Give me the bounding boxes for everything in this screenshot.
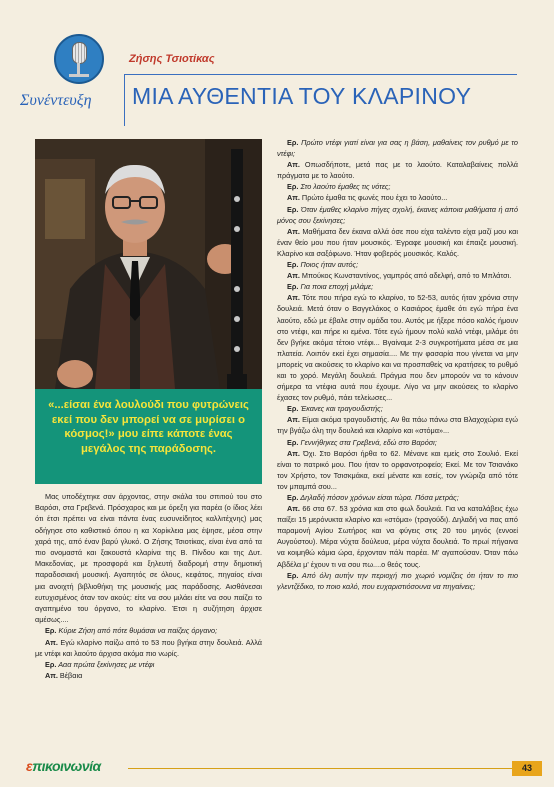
- speaker-label: Ερ.: [287, 437, 299, 447]
- dialog-text: Πρώτο έμαθα τις φωνές που έχει το λαούτο...: [301, 193, 448, 203]
- dialog-text: Από όλη αυτήν την περιοχή πιο χωριό νομίζεις ότι ήταν το πιο γλεντζέδικο, το ποιο καλό, που ευχαριστιόσουνα να πηγαίνεις;: [277, 570, 518, 591]
- answer: [35, 670, 262, 681]
- answer: [277, 192, 518, 203]
- article-title: ΜΙΑ ΑΥΘΕΝΤΙΑ ΤΟΥ ΚΛΑΡΙΝΟΥ: [132, 83, 472, 109]
- answer: [277, 448, 518, 492]
- speaker-label: Απ.: [287, 415, 300, 425]
- speaker-label: Απ.: [287, 448, 300, 458]
- speaker-label: Ερ.: [287, 493, 299, 502]
- dialog-text: Στο λαούτο έμαθες τις νότες;: [300, 182, 391, 192]
- title-rule-vertical: [124, 74, 125, 126]
- dialog-text: Εγώ κλαρίνο παίζω από το 53 που βγήκα στην δουλειά. Αλλά με ντέφι και λαούτο άρχισα ακόμα πιο νωρίς.: [35, 637, 262, 658]
- magazine-brand-logo: επικοινωνία: [26, 758, 101, 774]
- speaker-label: Ερ.: [287, 204, 299, 214]
- speaker-label: Ερ.: [287, 570, 299, 580]
- question: [277, 492, 518, 503]
- speaker-label: Ερ.: [287, 138, 299, 147]
- question: [277, 281, 518, 292]
- speaker-label: Ερ.: [287, 404, 299, 414]
- dialog-text: Πρώτο ντέφι γιατί είναι για σας η βάση, μαθαίνεις τον ρυθμό με το ντέφι;: [277, 138, 518, 159]
- speaker-label: Απ.: [287, 271, 300, 281]
- speaker-label: Απ.: [287, 226, 300, 236]
- dialog-text: Μπούκος Κωνσταντίνος, γαμπρός από αδελφή, από το Μπλάτσι.: [301, 271, 512, 281]
- answer: [277, 270, 518, 281]
- right-column: [277, 137, 518, 592]
- dialog-text: Γεννήθηκες στα Γρεβενά, εδώ στο Βαρόσι;: [300, 437, 437, 447]
- dialog-text: Κύριε Ζήση από πότε θυμάσαι να παίζεις όργανο;: [58, 626, 218, 636]
- speaker-label: Απ.: [287, 293, 300, 303]
- speaker-label: Ερ.: [287, 260, 299, 270]
- dialog-text: Ααα πρώτα ξεκίνησες με ντέφι: [58, 660, 155, 670]
- speaker-label: Απ.: [287, 160, 300, 170]
- dialog-text: 66 στα 67. 53 χρόνια και στο φωλ δουλειά. Για να καταλάβεις έχω παίξει 15 μερόνυκτα κλαρίνο και «στόμα» (τραγούδι). Δηλαδή να πας από παραμονή Αγίου Σωτήρος και να φύγεις στις 20 του μηνός (εννοεί Αυγούστου). Μέρα νύχτα δούλευα, μέρα νύχτα δουλειά. Το πρωί πήγαινα να κοιμηθώ κάμια ώρα, έρχονταν πάλι παρέα. Μ' αγαπούσαν. Όταν πάω Αβδέλα μ' έχουν τι να σου πω....ο θεός τους.: [277, 504, 518, 569]
- question: [277, 259, 518, 270]
- speaker-label: Ερ.: [45, 660, 57, 670]
- author-name: Ζήσης Τσιοτίκας: [129, 53, 215, 65]
- question: [277, 137, 518, 159]
- speaker-label: Ερ.: [287, 282, 299, 292]
- footer-rule: [128, 768, 512, 769]
- section-label: Συνέντευξη: [20, 92, 92, 109]
- question: [277, 204, 518, 226]
- answer: [277, 292, 518, 403]
- question: [35, 625, 262, 636]
- dialog-text: Για ποια εποχή μιλάμε;: [300, 282, 374, 292]
- question: [277, 437, 518, 448]
- dialog-text: Οπωσδήποτε, μετά πας με το λαούτο. Καταλαβαίνεις πολλά πράγματα με το λαούτο.: [277, 160, 518, 181]
- dialog-text: Βέβαια: [59, 671, 83, 681]
- dialog-text: Ποιος ήταν αυτός;: [300, 260, 359, 270]
- speaker-label: Απ.: [287, 193, 300, 203]
- speaker-label: Απ.: [45, 671, 58, 681]
- speaker-label: Ερ.: [45, 626, 57, 636]
- dialog-text: Δηλαδή πόσον χρόνων είσαι τώρα. Πόσα μετράς;: [300, 493, 459, 502]
- title-rule: [124, 74, 517, 75]
- page-number: 43: [512, 761, 542, 776]
- interviewee-photo: [35, 139, 262, 389]
- speaker-label: Απ.: [287, 504, 300, 514]
- answer: [277, 414, 518, 436]
- dialog-text: Έκανες και τραγουδιστής;: [300, 404, 383, 414]
- answer: [277, 226, 518, 259]
- speaker-label: Απ.: [45, 637, 58, 647]
- answer: [35, 637, 262, 659]
- microphone-icon: [54, 34, 104, 84]
- question: [277, 181, 518, 192]
- dialog-text: Είμαι ακόμα τραγουδιστής. Αν θα πάω πάνω στα Βλαχοχώρια εγώ την βγάζω όλη την δουλειά και κλαρίνο και «στόμα»...: [277, 415, 519, 436]
- answer: [277, 503, 518, 570]
- dialog-text: Όταν έμαθες κλαρίνο πήγες σχολή, έκανες κάποια μαθήματα ή από μόνος σου ξεκίνησες;: [277, 204, 519, 225]
- pull-quote: «...είσαι ένα λουλούδι που φυτρώνεις εκεί που δεν μπορεί να σε μυρίσει ο κόσμος!» μου είπε κάποτε ένας μεγάλος της παράδοσης.: [48, 399, 249, 455]
- question: [277, 403, 518, 414]
- speaker-label: Ερ.: [287, 182, 299, 192]
- dialog-text: Τότε που πήρα εγώ το κλαρίνο, το 52-53, αυτός ήταν χρόνια στην δουλειά. Μετά όταν ο Βαγγελάκος ο Κασιάρος έμαθε ότι εγώ πήρα ένα λαούτο, εδώ με έβαλε στην ομάδα του. Αυτός με ήξερε πόσο καλός ήμουν στο ντέφι, και πήρε κι εμένα. Τότε εγώ ήμουν πολύ καλό ντέφι, μιλάμε ότι δεν βγήκε ακόμα τέτοιο ντέφι... Βγαίναμε 2-3 συγκροτήματα μέσα σε μια πλατεία. Λοιπόν εκεί έχει σημασία.... Με την φασαρία που γίνεται να μην μπορείς να ακούσεις το κλαρίνο και να προσπαθείς να κρατήσεις το ρυθμό και το χορό. Μεγάλη δουλειά. Πράγμα που δεν μπορούν να το κάνουν σήμερα τα ντέφια αυτά που έχουμε. Λίγο να μην ακούσεις το κλαρίνο έχασες τον ρυθμό, πάει τελείωσες...: [277, 293, 518, 403]
- dialog-text: Όχι. Στο Βαρόσι ήρθα το 62. Μένανε και εμείς στο Σουλιό. Εκεί είναι το πατρικό μου. Που ήταν το ορφανοτροφείο; Εκεί. Με τον Τσιανάκο τον Χρήστο, τον Τσισκμάκα, εκεί μένατε και εσείς, τον γνώριζα από τότε τον μπαμπά σου...: [277, 448, 518, 491]
- question: [277, 570, 518, 592]
- intro-paragraph: Μας υποδέχτηκε σαν άρχοντας, στην σκάλα του σπιτιού του στο Βαρόσι, στα Γρεβενά. Πρόσχαρος και με όρεξη για παρέα (ο ίδιος λέει ότι έτσι πρέπει να είναι πάντα ένας ευσυνείδητος καλλιτέχνης) μας οδήγησε στο καθιστικό όπου η κα Χορίκλεια μας έψησε, μέσα στην χαρά της, από έναν βαρύ γλυκό. Ο Ζήσης Τσιοτίκας, είναι ένα από τα πιο ονομαστά και ξακουστά κλαρίνα της Β. Πίνδου και της Δυτ. Μακεδονίας, με προσφορά και ξηλευτή διαδρομή στην δημοτική παραδοσιακή μουσική. Αγαπητός σε όλους, κεφάτος, πηγαίος είναι μια ανοιχτή βιβλιοθήκη της μουσικής μας παράδοσης. Αισθάνεσαι ευτυχισμένος όταν τον ακούς: είτε να σου μιλάει είτε να σου παίζει το αγαπημένο του όργανο, το κλαρίνο. Έτσι η συζήτηση άρχισε αμέσως....: [35, 492, 262, 625]
- question: [35, 659, 262, 670]
- left-column: [35, 491, 262, 681]
- dialog-text: Μαθήματα δεν έκανα αλλά όσε που είχα ταλέντο είχα μαζί μου και έναν θείο μου που ήταν μουσικός. Έγραφε μουσική και έπαιζε μουσική. Κλαρίνο και σαξόφωνο. Ήταν φοβερός μουσικός. Καλός.: [277, 226, 518, 258]
- answer: [277, 159, 518, 181]
